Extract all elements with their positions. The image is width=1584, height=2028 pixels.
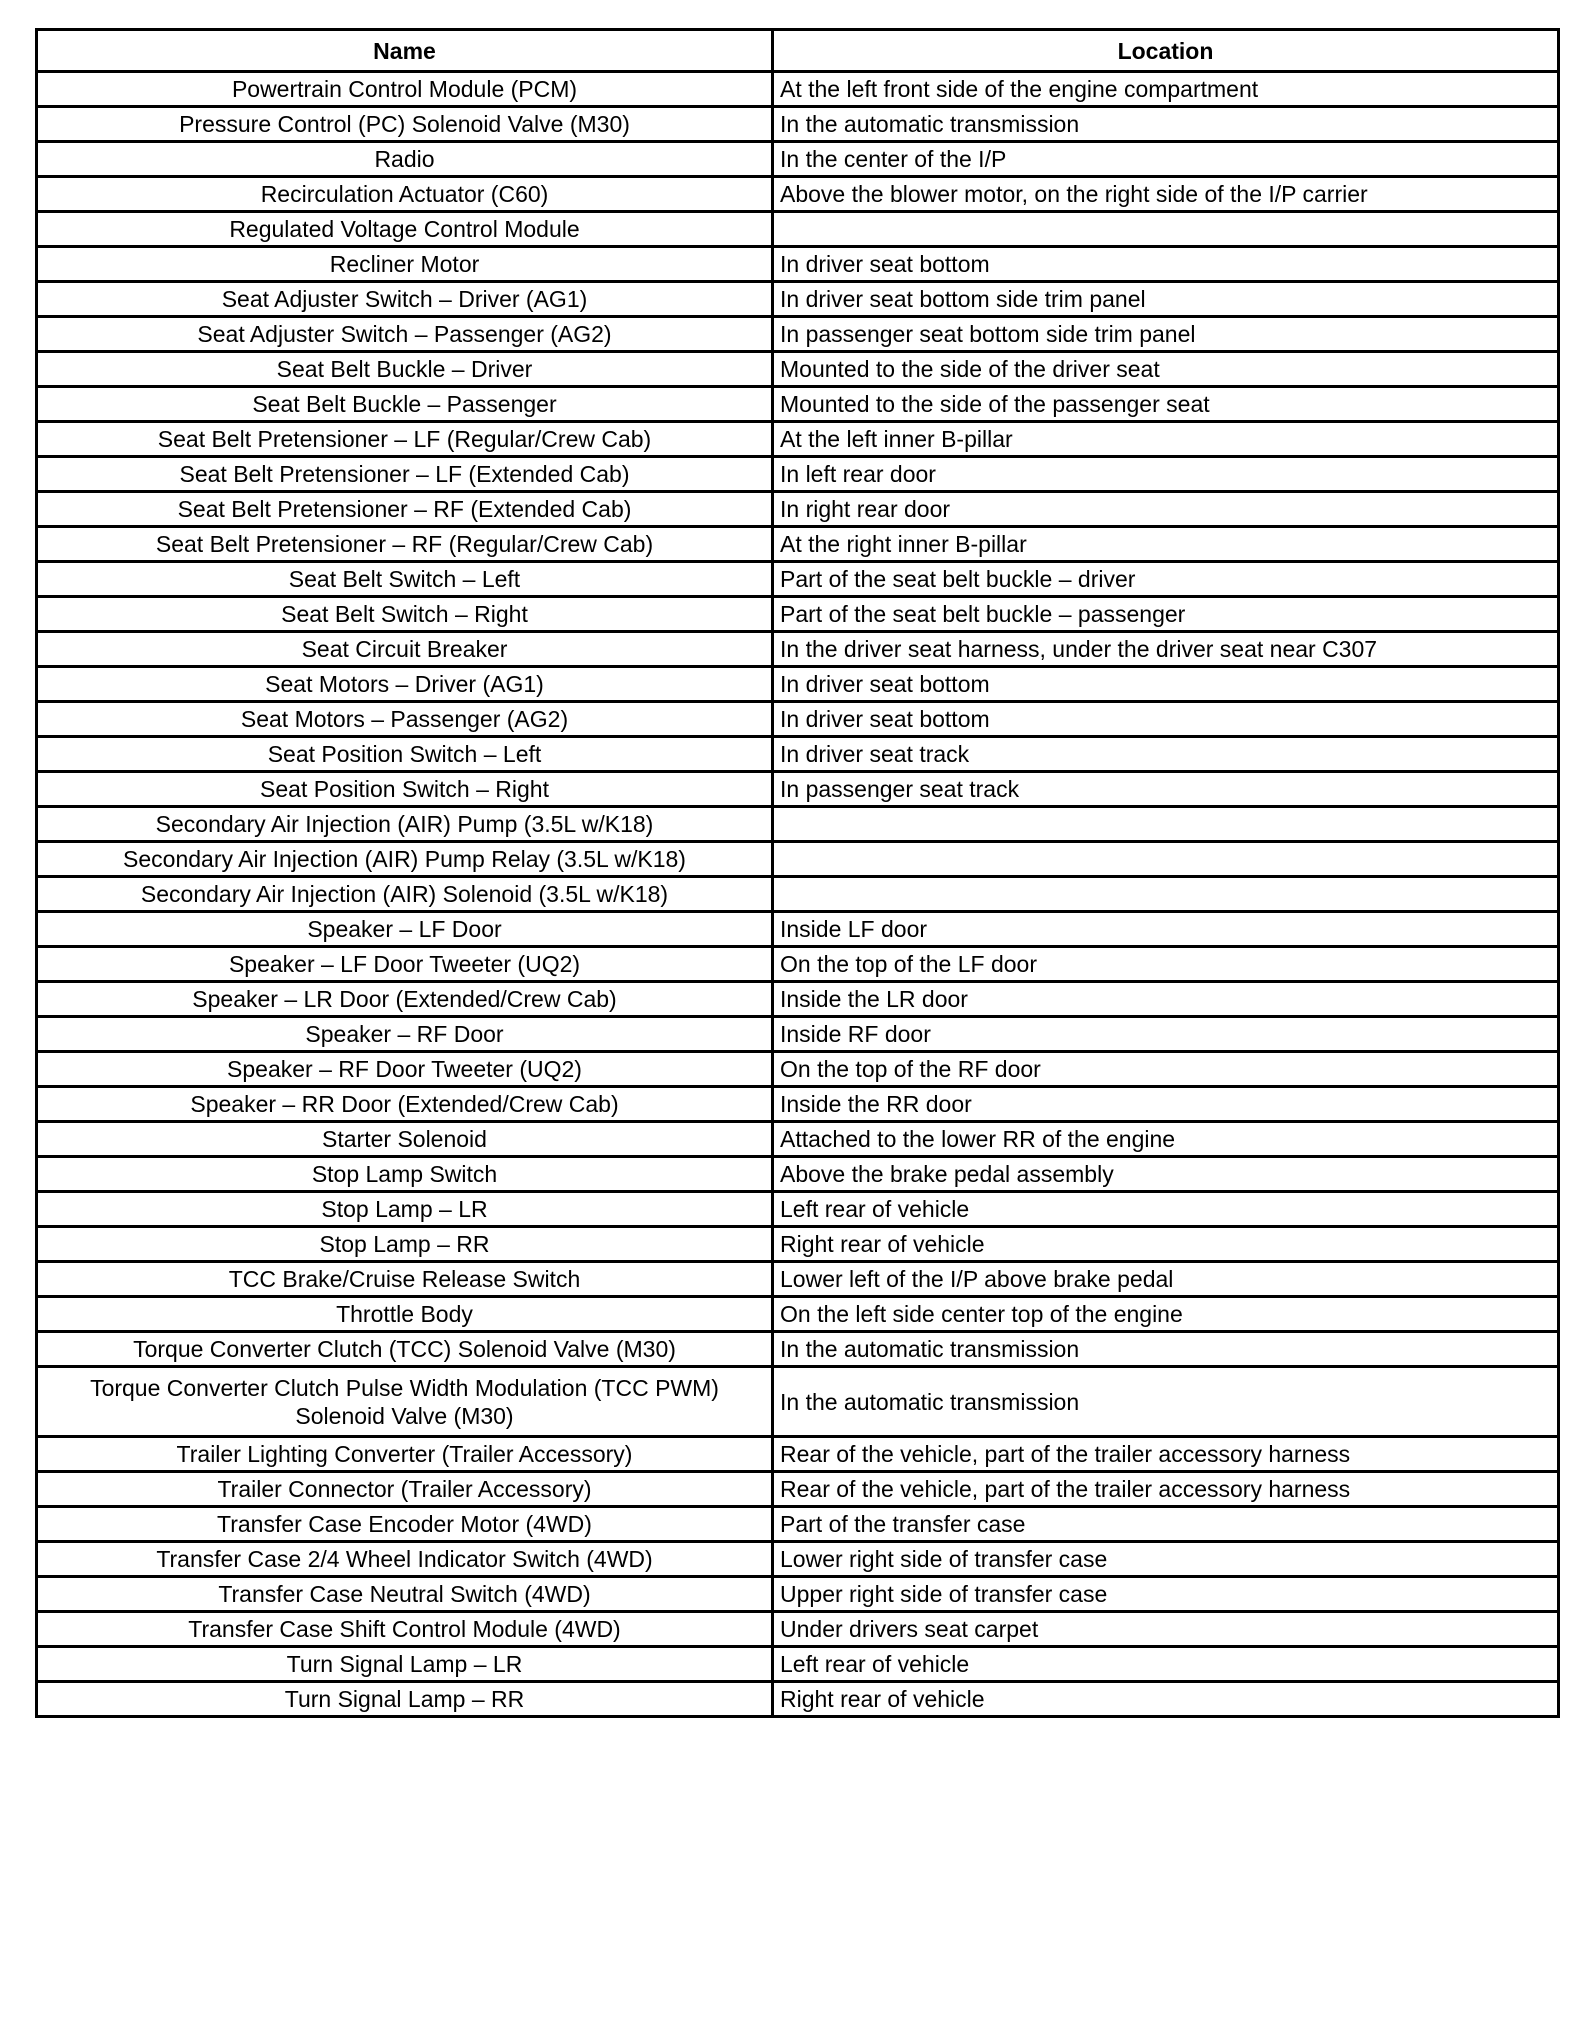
component-name-cell: Seat Adjuster Switch – Passenger (AG2)	[37, 317, 773, 352]
component-location-cell: Under drivers seat carpet	[773, 1612, 1559, 1647]
table-row	[37, 982, 1559, 1017]
component-location-cell: At the left front side of the engine compartment	[773, 72, 1559, 107]
component-location-cell: In the automatic transmission	[773, 1332, 1559, 1367]
table-row	[37, 807, 1559, 842]
component-location-cell: Rear of the vehicle, part of the trailer accessory harness	[773, 1472, 1559, 1507]
table-row	[37, 107, 1559, 142]
component-name-cell: Seat Circuit Breaker	[37, 632, 773, 667]
table-row	[37, 1192, 1559, 1227]
component-name-cell: Seat Belt Pretensioner – RF (Regular/Crew Cab)	[37, 527, 773, 562]
component-location-cell: Right rear of vehicle	[773, 1227, 1559, 1262]
table-row	[37, 1297, 1559, 1332]
component-name-cell: Torque Converter Clutch (TCC) Solenoid Valve (M30)	[37, 1332, 773, 1367]
component-name-cell: Trailer Lighting Converter (Trailer Accessory)	[37, 1437, 773, 1472]
component-location-cell: In driver seat track	[773, 737, 1559, 772]
component-location-cell: Lower left of the I/P above brake pedal	[773, 1262, 1559, 1297]
component-location-cell: Above the brake pedal assembly	[773, 1157, 1559, 1192]
component-location-cell: In the automatic transmission	[773, 1367, 1559, 1437]
component-name-cell: Seat Position Switch – Left	[37, 737, 773, 772]
component-location-cell	[773, 877, 1559, 912]
component-location-cell: Attached to the lower RR of the engine	[773, 1122, 1559, 1157]
component-location-cell	[773, 212, 1559, 247]
component-name-cell: Transfer Case 2/4 Wheel Indicator Switch (4WD)	[37, 1542, 773, 1577]
component-location-cell: In the automatic transmission	[773, 107, 1559, 142]
component-name-cell: Seat Belt Buckle – Passenger	[37, 387, 773, 422]
table-row	[37, 1682, 1559, 1717]
component-name-cell: Speaker – LF Door	[37, 912, 773, 947]
component-name-cell: Seat Belt Buckle – Driver	[37, 352, 773, 387]
component-name-cell: Starter Solenoid	[37, 1122, 773, 1157]
table-row	[37, 352, 1559, 387]
table-row	[37, 282, 1559, 317]
component-name-cell: Seat Motors – Driver (AG1)	[37, 667, 773, 702]
component-name-cell: Transfer Case Neutral Switch (4WD)	[37, 1577, 773, 1612]
table-row	[37, 247, 1559, 282]
table-row	[37, 142, 1559, 177]
component-name-cell: Stop Lamp – RR	[37, 1227, 773, 1262]
table-row	[37, 527, 1559, 562]
component-name-cell: Speaker – LF Door Tweeter (UQ2)	[37, 947, 773, 982]
component-name-cell: Speaker – RR Door (Extended/Crew Cab)	[37, 1087, 773, 1122]
component-name-cell: Recirculation Actuator (C60)	[37, 177, 773, 212]
component-name-cell: Transfer Case Encoder Motor (4WD)	[37, 1507, 773, 1542]
component-location-cell: Inside RF door	[773, 1017, 1559, 1052]
component-location-cell: Mounted to the side of the driver seat	[773, 352, 1559, 387]
component-name-cell: Speaker – RF Door Tweeter (UQ2)	[37, 1052, 773, 1087]
component-name-cell: Powertrain Control Module (PCM)	[37, 72, 773, 107]
table-row	[37, 177, 1559, 212]
location-column-header: Location	[773, 30, 1559, 72]
component-location-cell: Rear of the vehicle, part of the trailer accessory harness	[773, 1437, 1559, 1472]
table-row	[37, 1647, 1559, 1682]
component-name-cell: Trailer Connector (Trailer Accessory)	[37, 1472, 773, 1507]
table-row	[37, 562, 1559, 597]
component-name-cell: Seat Adjuster Switch – Driver (AG1)	[37, 282, 773, 317]
component-name-cell: TCC Brake/Cruise Release Switch	[37, 1262, 773, 1297]
component-name-cell: Seat Position Switch – Right	[37, 772, 773, 807]
component-name-cell: Stop Lamp – LR	[37, 1192, 773, 1227]
component-location-cell: At the left inner B-pillar	[773, 422, 1559, 457]
table-row	[37, 1332, 1559, 1367]
table-row	[37, 1367, 1559, 1437]
component-location-cell: On the top of the RF door	[773, 1052, 1559, 1087]
component-name-cell: Seat Belt Switch – Right	[37, 597, 773, 632]
component-location-cell: Inside the LR door	[773, 982, 1559, 1017]
table-row	[37, 212, 1559, 247]
component-name-cell: Recliner Motor	[37, 247, 773, 282]
table-row	[37, 492, 1559, 527]
table-row	[37, 772, 1559, 807]
component-name-cell: Secondary Air Injection (AIR) Solenoid (3.5L w/K18)	[37, 877, 773, 912]
component-location-cell: Inside the RR door	[773, 1087, 1559, 1122]
table-header-row	[37, 30, 1559, 72]
table-row	[37, 387, 1559, 422]
component-location-cell: In driver seat bottom	[773, 702, 1559, 737]
component-location-cell: In left rear door	[773, 457, 1559, 492]
table-row	[37, 597, 1559, 632]
document-page	[35, 28, 1557, 1718]
component-location-cell: At the right inner B-pillar	[773, 527, 1559, 562]
component-location-cell: Inside LF door	[773, 912, 1559, 947]
component-location-cell: Mounted to the side of the passenger seat	[773, 387, 1559, 422]
component-location-cell: Part of the transfer case	[773, 1507, 1559, 1542]
table-row	[37, 842, 1559, 877]
component-location-cell	[773, 842, 1559, 877]
table-row	[37, 702, 1559, 737]
component-name-cell: Secondary Air Injection (AIR) Pump (3.5L w/K18)	[37, 807, 773, 842]
component-location-cell: Part of the seat belt buckle – passenger	[773, 597, 1559, 632]
component-name-cell: Stop Lamp Switch	[37, 1157, 773, 1192]
name-column-header: Name	[37, 30, 773, 72]
component-location-cell: Upper right side of transfer case	[773, 1577, 1559, 1612]
component-location-cell: Lower right side of transfer case	[773, 1542, 1559, 1577]
component-name-cell: Transfer Case Shift Control Module (4WD)	[37, 1612, 773, 1647]
component-name-cell: Speaker – RF Door	[37, 1017, 773, 1052]
component-location-cell: In driver seat bottom	[773, 247, 1559, 282]
component-location-cell	[773, 807, 1559, 842]
table-row	[37, 457, 1559, 492]
component-name-cell: Secondary Air Injection (AIR) Pump Relay (3.5L w/K18)	[37, 842, 773, 877]
component-name-cell: Seat Belt Pretensioner – LF (Extended Cab)	[37, 457, 773, 492]
component-name-cell: Speaker – LR Door (Extended/Crew Cab)	[37, 982, 773, 1017]
component-location-cell: In driver seat bottom side trim panel	[773, 282, 1559, 317]
table-row	[37, 1157, 1559, 1192]
table-row	[37, 1437, 1559, 1472]
component-location-cell: In the driver seat harness, under the driver seat near C307	[773, 632, 1559, 667]
component-location-cell: In passenger seat bottom side trim panel	[773, 317, 1559, 352]
table-row	[37, 667, 1559, 702]
component-name-cell: Turn Signal Lamp – LR	[37, 1647, 773, 1682]
component-location-cell: In passenger seat track	[773, 772, 1559, 807]
table-row	[37, 1472, 1559, 1507]
component-location-cell: In driver seat bottom	[773, 667, 1559, 702]
component-name-cell: Torque Converter Clutch Pulse Width Modulation (TCC PWM) Solenoid Valve (M30)	[37, 1367, 773, 1437]
component-location-cell: On the left side center top of the engine	[773, 1297, 1559, 1332]
component-location-table	[35, 28, 1560, 1718]
component-name-cell: Pressure Control (PC) Solenoid Valve (M30)	[37, 107, 773, 142]
table-body	[37, 72, 1559, 1717]
table-row	[37, 1052, 1559, 1087]
component-name-cell: Regulated Voltage Control Module	[37, 212, 773, 247]
component-location-cell: On the top of the LF door	[773, 947, 1559, 982]
table-row	[37, 1507, 1559, 1542]
component-location-cell: Right rear of vehicle	[773, 1682, 1559, 1717]
table-row	[37, 912, 1559, 947]
component-name-cell: Seat Belt Pretensioner – LF (Regular/Crew Cab)	[37, 422, 773, 457]
component-location-cell: Left rear of vehicle	[773, 1192, 1559, 1227]
component-name-cell: Seat Belt Switch – Left	[37, 562, 773, 597]
table-row	[37, 1542, 1559, 1577]
table-row	[37, 72, 1559, 107]
table-row	[37, 1087, 1559, 1122]
component-name-cell: Seat Motors – Passenger (AG2)	[37, 702, 773, 737]
table-row	[37, 947, 1559, 982]
component-name-cell: Turn Signal Lamp – RR	[37, 1682, 773, 1717]
table-row	[37, 1612, 1559, 1647]
component-name-cell: Throttle Body	[37, 1297, 773, 1332]
table-row	[37, 1122, 1559, 1157]
table-row	[37, 632, 1559, 667]
table-row	[37, 1017, 1559, 1052]
table-row	[37, 1227, 1559, 1262]
table-row	[37, 1577, 1559, 1612]
component-name-cell: Seat Belt Pretensioner – RF (Extended Cab)	[37, 492, 773, 527]
component-location-cell: In the center of the I/P	[773, 142, 1559, 177]
component-name-cell: Radio	[37, 142, 773, 177]
component-location-cell: Part of the seat belt buckle – driver	[773, 562, 1559, 597]
component-location-cell: Above the blower motor, on the right side of the I/P carrier	[773, 177, 1559, 212]
component-location-cell: In right rear door	[773, 492, 1559, 527]
table-row	[37, 737, 1559, 772]
table-row	[37, 877, 1559, 912]
component-location-cell: Left rear of vehicle	[773, 1647, 1559, 1682]
table-row	[37, 1262, 1559, 1297]
table-row	[37, 422, 1559, 457]
table-row	[37, 317, 1559, 352]
